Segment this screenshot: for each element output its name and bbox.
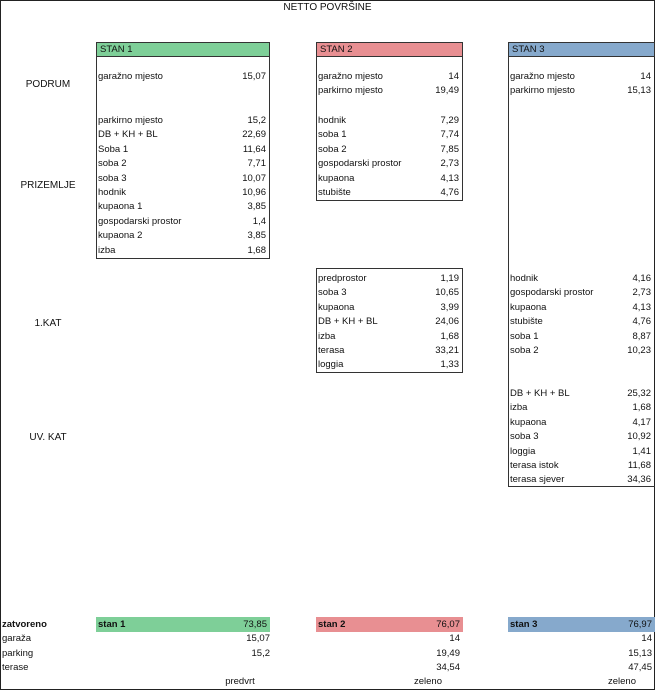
table-row xyxy=(508,301,655,315)
row-value: 8,87 xyxy=(632,330,651,342)
table-row xyxy=(508,70,655,84)
row-value: 4,76 xyxy=(632,316,651,328)
stan1-parking: 15,2 xyxy=(251,647,270,659)
row-label: hodnik xyxy=(510,273,538,284)
table-row xyxy=(316,315,463,329)
row-value: 4,13 xyxy=(440,172,459,184)
row-value: 1,33 xyxy=(440,359,459,371)
summary-label-garaza: garaža xyxy=(2,633,32,644)
section-podrum: PODRUM xyxy=(25,79,71,90)
section-1-kat: 1.KAT xyxy=(34,318,62,329)
stan1-summary-zatvoreno: 73,85 xyxy=(243,619,267,630)
row-label: garažno mjesto xyxy=(510,71,575,82)
table-row xyxy=(316,70,463,84)
row-label: izba xyxy=(98,244,116,256)
summary-label-terase: terase xyxy=(2,662,29,673)
row-value: 2,73 xyxy=(632,287,651,299)
row-label: stubište xyxy=(318,187,351,198)
row-label: garažno mjesto xyxy=(98,71,163,82)
row-value: 15,13 xyxy=(627,85,651,97)
row-value: 4,13 xyxy=(632,301,651,313)
table-row xyxy=(96,172,270,186)
row-label: soba 1 xyxy=(318,129,347,141)
stan2-terase: 34,54 xyxy=(436,662,460,673)
stan3-parking: 15,13 xyxy=(628,647,652,659)
row-label: gospodarski prostor xyxy=(510,287,594,299)
row-label: loggia xyxy=(318,359,344,371)
table-row xyxy=(316,143,463,157)
row-value: 10,07 xyxy=(242,172,266,184)
stan3-summary-name: stan 3 xyxy=(510,619,538,630)
table-row xyxy=(508,401,655,415)
table-row xyxy=(508,387,655,401)
row-label: parkirno mjesto xyxy=(98,115,163,126)
table-row xyxy=(508,286,655,300)
row-value: 34,36 xyxy=(627,474,651,486)
row-value: 10,23 xyxy=(627,345,651,356)
row-value: 33,21 xyxy=(435,345,459,356)
row-label: DB + KH + BL xyxy=(98,129,158,141)
row-label: izba xyxy=(318,330,336,342)
row-value: 1,4 xyxy=(252,215,266,227)
row-label: parkirno mjesto xyxy=(510,85,575,97)
row-value: 3,85 xyxy=(247,230,266,242)
row-label: predprostor xyxy=(318,273,367,284)
stan3-header: STAN 3 xyxy=(508,42,655,57)
row-value: 1,41 xyxy=(632,445,651,457)
table-row xyxy=(508,272,655,286)
row-value: 3,85 xyxy=(247,201,266,213)
row-label: soba 1 xyxy=(510,330,539,342)
table-row xyxy=(316,128,463,142)
row-value: 4,16 xyxy=(632,273,651,284)
row-label: hodnik xyxy=(98,187,126,198)
row-label: Soba 1 xyxy=(98,143,129,155)
row-label: kupaona 2 xyxy=(98,230,143,242)
stan2-summary-zatvoreno: 76,07 xyxy=(436,619,460,630)
row-label: soba 2 xyxy=(510,345,539,356)
table-row xyxy=(316,84,463,98)
row-label: kupaona xyxy=(510,301,547,313)
stan2-summary xyxy=(316,617,463,632)
row-value: 10,96 xyxy=(242,187,266,198)
row-value: 24,06 xyxy=(435,316,459,328)
row-value: 1,68 xyxy=(440,330,459,342)
section-uv-kat: UV. KAT xyxy=(29,432,67,443)
row-label: garažno mjesto xyxy=(318,71,383,82)
table-row xyxy=(316,186,463,200)
row-value: 11,68 xyxy=(627,460,651,471)
row-label: terasa xyxy=(318,345,345,356)
stan1-summary xyxy=(96,617,270,632)
row-value: 7,71 xyxy=(247,158,266,170)
table-row xyxy=(316,344,463,358)
page-title: NETTO POVRŠINE xyxy=(283,2,372,13)
table-row xyxy=(96,215,270,229)
row-value: 2,73 xyxy=(440,158,459,170)
row-label: kupaona 1 xyxy=(98,201,143,213)
stan1-header: STAN 1 xyxy=(96,42,270,57)
row-value: 3,99 xyxy=(440,301,459,313)
stan2-note: zeleno xyxy=(414,676,442,687)
table-row xyxy=(96,157,270,171)
row-label: loggia xyxy=(510,445,536,457)
table-row xyxy=(508,330,655,344)
table-row xyxy=(316,330,463,344)
table-row xyxy=(508,84,655,98)
table-row xyxy=(508,430,655,444)
row-value: 4,17 xyxy=(632,416,651,428)
row-value: 14 xyxy=(640,71,651,82)
row-label: gospodarski prostor xyxy=(98,215,182,227)
row-label: terasa sjever xyxy=(510,474,565,486)
table-row xyxy=(96,186,270,200)
stan1-summary-name: stan 1 xyxy=(98,619,126,630)
row-value: 25,32 xyxy=(627,388,651,399)
summary-label-zatvoreno: zatvoreno xyxy=(2,619,47,630)
row-value: 1,68 xyxy=(247,244,266,256)
table-row xyxy=(96,229,270,243)
row-label: kupaona xyxy=(510,416,547,428)
table-row xyxy=(96,114,270,128)
row-value: 4,76 xyxy=(440,187,459,198)
row-value: 15,07 xyxy=(242,71,266,82)
table-row xyxy=(508,416,655,430)
stan3-terase: 47,45 xyxy=(628,662,652,673)
row-label: kupaona xyxy=(318,301,355,313)
row-value: 7,29 xyxy=(440,115,459,126)
table-row xyxy=(316,272,463,286)
table-row xyxy=(316,286,463,300)
stan2-header: STAN 2 xyxy=(316,42,463,57)
table-row xyxy=(96,244,270,258)
table-row xyxy=(508,445,655,459)
row-label: soba 3 xyxy=(510,431,539,443)
row-label: soba 2 xyxy=(318,143,347,155)
summary-label-parking: parking xyxy=(2,647,34,659)
table-row xyxy=(316,358,463,372)
table-row xyxy=(96,200,270,214)
stan3-summary xyxy=(508,617,655,632)
stan2-parking: 19,49 xyxy=(436,647,460,659)
row-label: izba xyxy=(510,402,528,414)
row-value: 19,49 xyxy=(435,85,459,97)
row-label: kupaona xyxy=(318,172,355,184)
table-row xyxy=(96,128,270,142)
row-label: stubište xyxy=(510,316,543,328)
row-label: soba 3 xyxy=(98,172,127,184)
stan3-note: zeleno xyxy=(608,676,636,687)
row-value: 7,74 xyxy=(440,129,459,141)
stan1-terase xyxy=(96,661,270,676)
section-prizemlje: PRIZEMLJE xyxy=(20,180,76,191)
row-label: DB + KH + BL xyxy=(318,316,378,328)
row-value: 15,2 xyxy=(247,115,266,126)
table-row xyxy=(508,315,655,329)
row-value: 1,68 xyxy=(632,402,651,414)
row-label: soba 3 xyxy=(318,287,347,299)
row-value: 10,65 xyxy=(435,287,459,299)
table-row xyxy=(316,172,463,186)
table-row xyxy=(96,70,270,84)
row-label: parkirno mjesto xyxy=(318,85,383,97)
row-value: 22,69 xyxy=(242,129,266,141)
row-value: 14 xyxy=(448,71,459,82)
table-row xyxy=(316,114,463,128)
row-value: 7,85 xyxy=(440,143,459,155)
stan2-garaza: 14 xyxy=(449,633,460,644)
table-row xyxy=(96,143,270,157)
row-value: 10,92 xyxy=(627,431,651,443)
stan1-note: predvrt xyxy=(225,676,255,687)
row-label: gospodarski prostor xyxy=(318,158,402,170)
stan3-summary-zatvoreno: 76,97 xyxy=(628,619,652,630)
stan2-summary-name: stan 2 xyxy=(318,619,346,630)
table-row xyxy=(508,473,655,487)
stan3-garaza: 14 xyxy=(641,633,652,644)
row-label: terasa istok xyxy=(510,460,559,471)
row-label: DB + KH + BL xyxy=(510,388,570,399)
table-row xyxy=(508,459,655,473)
row-label: hodnik xyxy=(318,115,346,126)
table-row xyxy=(508,344,655,358)
table-row xyxy=(316,301,463,315)
row-value: 11,64 xyxy=(242,143,266,155)
stan1-garaza: 15,07 xyxy=(246,633,270,644)
row-value: 1,19 xyxy=(440,273,459,284)
row-label: soba 2 xyxy=(98,158,127,170)
table-row xyxy=(316,157,463,171)
